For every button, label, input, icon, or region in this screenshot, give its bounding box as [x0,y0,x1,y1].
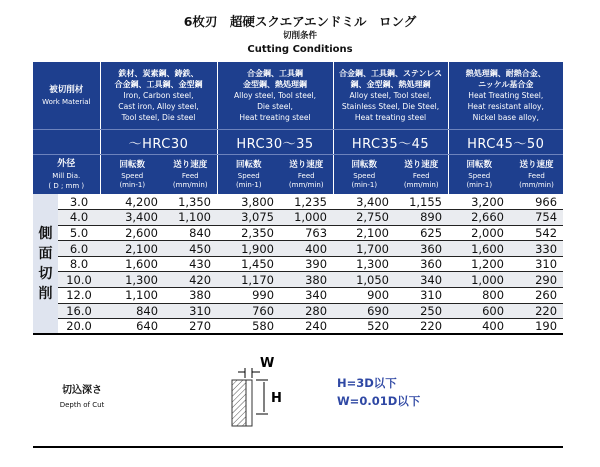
feed-value: 340 [395,272,448,288]
speed-value: 2,750 [333,210,395,226]
speed-header [100,155,164,195]
material-group-4 [448,62,563,130]
speed-header [448,155,510,195]
material-en-line: Nickel base alloy, [472,113,539,122]
feed-value: 890 [395,210,448,226]
feed-value: 450 [164,241,217,257]
feed-value: 754 [510,210,563,226]
subtitle-jp: 切削条件 [282,31,317,41]
tool-outline [246,380,252,426]
speed-value: 690 [333,303,395,319]
table-row [33,210,563,226]
feed-value: 220 [510,303,563,319]
speed-value: 800 [448,288,510,304]
depth-of-cut-label-en: Depth of Cut [59,401,105,409]
mill-dia-header [33,155,100,195]
mill-diameter: 6.0 [58,241,100,257]
speed-value: 1,100 [100,288,164,304]
feed-value: 290 [510,272,563,288]
feed-value: 190 [510,319,563,335]
side-milling-char: 削 [38,285,53,302]
table-row [33,225,563,241]
feed-value: 220 [395,319,448,335]
feed-value: 966 [510,194,563,210]
feed-header-en: Feed [297,172,315,180]
material-jp-line: 合金鋼、工具鋼 [247,69,304,78]
table-row [33,194,563,210]
speed-value: 400 [448,319,510,335]
table-row [33,303,563,319]
speed-header-jp: 回転数 [351,160,378,170]
speed-header-unit: (min-1) [119,181,146,189]
feed-header-unit: (mm/min) [172,181,208,189]
mill-diameter: 4.0 [58,210,100,226]
depth-of-cut-label-jp: 切込深さ [62,385,102,396]
h-label: H [271,391,282,406]
work-material-header [33,62,100,130]
feed-value: 625 [395,225,448,241]
speed-header [217,155,280,195]
mill-dia-label-en: Mill Dia. [52,172,81,180]
feed-value: 270 [164,319,217,335]
feed-header-en: Feed [181,172,199,180]
mill-dia-label-jp: 外径 [57,159,76,169]
feed-value: 260 [510,288,563,304]
mill-diameter: 5.0 [58,225,100,241]
material-jp-line: 鉄材、炭素鋼、鋳鉄、 [118,69,199,78]
speed-header-jp: 回転数 [236,160,262,170]
hardness-range-1: ～HRC30 [100,130,217,155]
speed-header-en: Speed [468,172,491,180]
feed-value: 240 [280,319,333,335]
feed-header-en: Feed [528,172,545,180]
feed-header [510,155,563,195]
hardness-label-spacer [33,130,100,155]
mill-diameter: 12.0 [58,288,100,304]
speed-value: 2,000 [448,225,510,241]
speed-value: 1,300 [333,256,395,272]
feed-value: 280 [280,303,333,319]
feed-value: 1,000 [280,210,333,226]
material-en-line: Iron, Carbon steel, [123,91,194,100]
speed-header-en: Speed [121,172,144,180]
mill-dia-unit: ( D ; mm ) [48,182,85,190]
feed-header-jp: 送り速度 [404,160,439,170]
depth-h-note: H=3D以下 [337,376,397,390]
work-material-label-jp: 被切削材 [49,84,84,95]
feed-value: 310 [395,288,448,304]
speed-header-unit: (min-1) [235,181,262,189]
material-en-line: Alloy steel, Tool steel, [349,91,432,100]
feed-header-jp: 送り速度 [519,160,554,170]
material-jp-line: ニッケル基合金 [478,80,534,89]
speed-header-unit: (min-1) [351,181,378,189]
table-row [33,241,563,257]
mill-diameter: 20.0 [58,319,100,335]
side-milling-char: 切 [38,265,53,282]
feed-value: 310 [510,256,563,272]
speed-value: 900 [333,288,395,304]
feed-value: 430 [164,256,217,272]
material-jp-line: 合金鋼、工具鋼、金型鋼 [114,80,203,89]
feed-value: 1,235 [280,194,333,210]
speed-value: 580 [217,319,280,335]
material-en-line: Heat treating steel [354,113,427,122]
feed-header-jp: 送り速度 [289,160,324,170]
feed-header [280,155,333,195]
speed-value: 1,000 [448,272,510,288]
feed-value: 310 [164,303,217,319]
feed-header-unit: (mm/min) [519,181,554,189]
speed-header-en: Speed [237,172,260,180]
speed-value: 1,300 [100,272,164,288]
side-milling-char: 側 [38,225,53,242]
feed-value: 1,350 [164,194,217,210]
feed-value: 840 [164,225,217,241]
speed-value: 1,600 [448,241,510,257]
page-title: 6枚刃 超硬スクエアエンドミル ロング [183,14,417,29]
mill-diameter: 8.0 [58,256,100,272]
material-en-line: Die steel, [257,102,293,111]
feed-header-unit: (mm/min) [288,181,324,189]
workpiece-hatch [232,380,246,426]
speed-value: 1,200 [448,256,510,272]
hardness-range-4: HRC45～50 [448,130,563,155]
title-block [0,14,600,56]
feed-header [395,155,448,195]
feed-value: 330 [510,241,563,257]
speed-value: 3,075 [217,210,280,226]
feed-header-en: Feed [412,172,430,180]
feed-value: 340 [280,288,333,304]
material-jp-line: 金型鋼、熱処理鋼 [243,80,308,89]
speed-value: 3,400 [100,210,164,226]
speed-value: 4,200 [100,194,164,210]
hardness-range-2: HRC30～35 [217,130,333,155]
hardness-range-3: HRC35～45 [333,130,448,155]
depth-of-cut-diagram [216,350,296,430]
speed-header-en: Speed [353,172,376,180]
material-jp-line: 合金鋼、工具鋼、ステンレス [339,69,443,78]
feed-value: 360 [395,256,448,272]
mill-diameter: 16.0 [58,303,100,319]
speed-header-jp: 回転数 [466,160,493,170]
speed-value: 2,100 [333,225,395,241]
feed-value: 250 [395,303,448,319]
speed-value: 1,600 [100,256,164,272]
material-en-line: Alloy steel, Tool steel, [233,91,317,100]
material-group-3 [333,62,448,130]
material-group-2 [217,62,333,130]
speed-value: 2,100 [100,241,164,257]
feed-value: 390 [280,256,333,272]
speed-header-unit: (min-1) [466,181,493,189]
feed-value: 763 [280,225,333,241]
material-en-line: Heat treating steel [239,113,311,122]
material-jp-line: 熱処理鋼、耐熱合金、 [465,69,546,78]
speed-value: 1,050 [333,272,395,288]
material-en-line: Tool steel, Die steel [121,113,196,122]
speed-value: 840 [100,303,164,319]
w-label: W [260,356,275,371]
speed-value: 3,800 [217,194,280,210]
speed-value: 2,660 [448,210,510,226]
feed-value: 420 [164,272,217,288]
feed-value: 1,100 [164,210,217,226]
mill-diameter: 3.0 [58,194,100,210]
speed-header [333,155,395,195]
depth-of-cut-label [57,384,107,412]
feed-header [164,155,217,195]
cutting-conditions-table [33,62,563,335]
mill-diameter: 10.0 [58,272,100,288]
material-en-line: Heat resistant alloy, [467,102,544,111]
material-jp-line: 鋼、金型鋼、熱処理鋼 [350,80,431,89]
feed-header-jp: 送り速度 [173,160,208,170]
work-material-label-en: Work Material [42,97,91,106]
table-row [33,256,563,272]
feed-value: 1,155 [395,194,448,210]
speed-value: 600 [448,303,510,319]
side-milling-char: 面 [38,245,53,262]
side-milling-label [33,194,58,334]
speed-value: 1,170 [217,272,280,288]
table-row [33,288,563,304]
material-en-line: Cast iron, Alloy steel, [118,102,199,111]
material-group-1 [100,62,217,130]
table-row [33,319,563,335]
speed-value: 1,900 [217,241,280,257]
speed-value: 3,400 [333,194,395,210]
material-en-line: Stainless Steel, Die Steel, [341,102,440,111]
speed-value: 990 [217,288,280,304]
material-en-line: Heat Treating Steel, [468,91,544,100]
depth-of-cut-notes [337,374,420,410]
speed-value: 520 [333,319,395,335]
speed-value: 1,450 [217,256,280,272]
table-row [33,272,563,288]
speed-value: 2,350 [217,225,280,241]
feed-header-unit: (mm/min) [403,181,439,189]
depth-w-note: W=0.01D以下 [337,394,421,408]
feed-value: 380 [164,288,217,304]
speed-value: 640 [100,319,164,335]
speed-value: 2,600 [100,225,164,241]
speed-value: 3,200 [448,194,510,210]
speed-value: 760 [217,303,280,319]
feed-value: 400 [280,241,333,257]
depth-of-cut-section [33,354,563,448]
feed-value: 380 [280,272,333,288]
speed-value: 1,700 [333,241,395,257]
speed-header-jp: 回転数 [119,160,146,170]
subtitle-en: Cutting Conditions [247,44,353,55]
feed-value: 360 [395,241,448,257]
feed-value: 542 [510,225,563,241]
